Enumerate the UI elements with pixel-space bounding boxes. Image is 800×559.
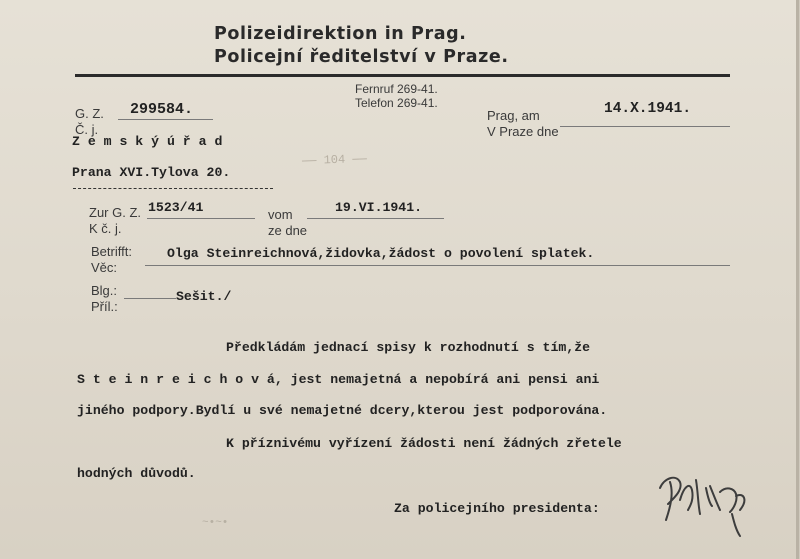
- v-praze-dne-label: V Praze dne: [487, 124, 559, 139]
- blg-label: Blg.:: [91, 283, 118, 298]
- header-rule: [75, 74, 730, 77]
- k-cj-label: K č. j.: [89, 221, 122, 236]
- body-line-2: S t e i n r e i c h o v á, jest nemajetná a nepobírá ani pensi ani: [77, 372, 600, 387]
- enclosure-underline: [124, 298, 176, 299]
- fernruf-number: Fernruf 269-41.: [355, 82, 438, 96]
- pril-label: Příl.:: [91, 299, 118, 314]
- body-line-5: hodných důvodů.: [77, 466, 196, 481]
- gz-label: G. Z.: [75, 106, 104, 121]
- reference-underline: [147, 218, 255, 219]
- signature-closing: Za policejního presidenta:: [394, 501, 600, 516]
- date-underline: [560, 126, 730, 127]
- ze-dne-label: ze dne: [268, 223, 308, 238]
- cj-label: Č. j.: [75, 122, 99, 137]
- enclosure-value: Sešit./: [176, 289, 232, 304]
- recipient-address: Prana XVI.Tylova 20.: [72, 165, 231, 180]
- telefon-number: Telefon 269-41.: [355, 96, 438, 110]
- recipient-office: Z e m s k ý ú ř a d: [72, 134, 223, 149]
- reference-date: 19.VI.1941.: [335, 200, 423, 215]
- body-line-4: K příznivému vyřízení žádosti není žádných zřetele: [226, 436, 622, 451]
- body-line-3: jiného podpory.Bydlí u své nemajetné dcery,kterou jest podporována.: [77, 403, 608, 418]
- header-title-czech: Policejní ředitelství v Praze.: [214, 47, 509, 67]
- betrifft-label: Betrifft:: [91, 244, 132, 259]
- reference-number: 1523/41: [148, 200, 204, 215]
- gz-underline: [118, 119, 213, 120]
- zur-gz-label: Zur G. Z.: [89, 205, 141, 220]
- reference-date-underline: [307, 218, 444, 219]
- faint-mark-bottom: ~•~•: [202, 517, 229, 529]
- letter-date: 14.X.1941.: [604, 101, 692, 117]
- body-line-1: Předkládám jednací spisy k rozhodnutí s tím,že: [226, 340, 591, 355]
- faint-stamp: —— 104 ——: [301, 151, 368, 169]
- subject-text: Olga Steinreichnová,židovka,žádost o povolení splatek.: [167, 246, 595, 261]
- handwritten-signature: [650, 460, 760, 540]
- vom-label: vom: [268, 207, 293, 222]
- recipient-underline: [73, 188, 273, 189]
- prag-am-label: Prag, am: [487, 108, 540, 123]
- vec-label: Věc:: [91, 260, 118, 275]
- header-title-german: Polizeidirektion in Prag.: [214, 24, 467, 44]
- gz-value: 299584.: [130, 101, 194, 118]
- subject-underline: [145, 265, 730, 266]
